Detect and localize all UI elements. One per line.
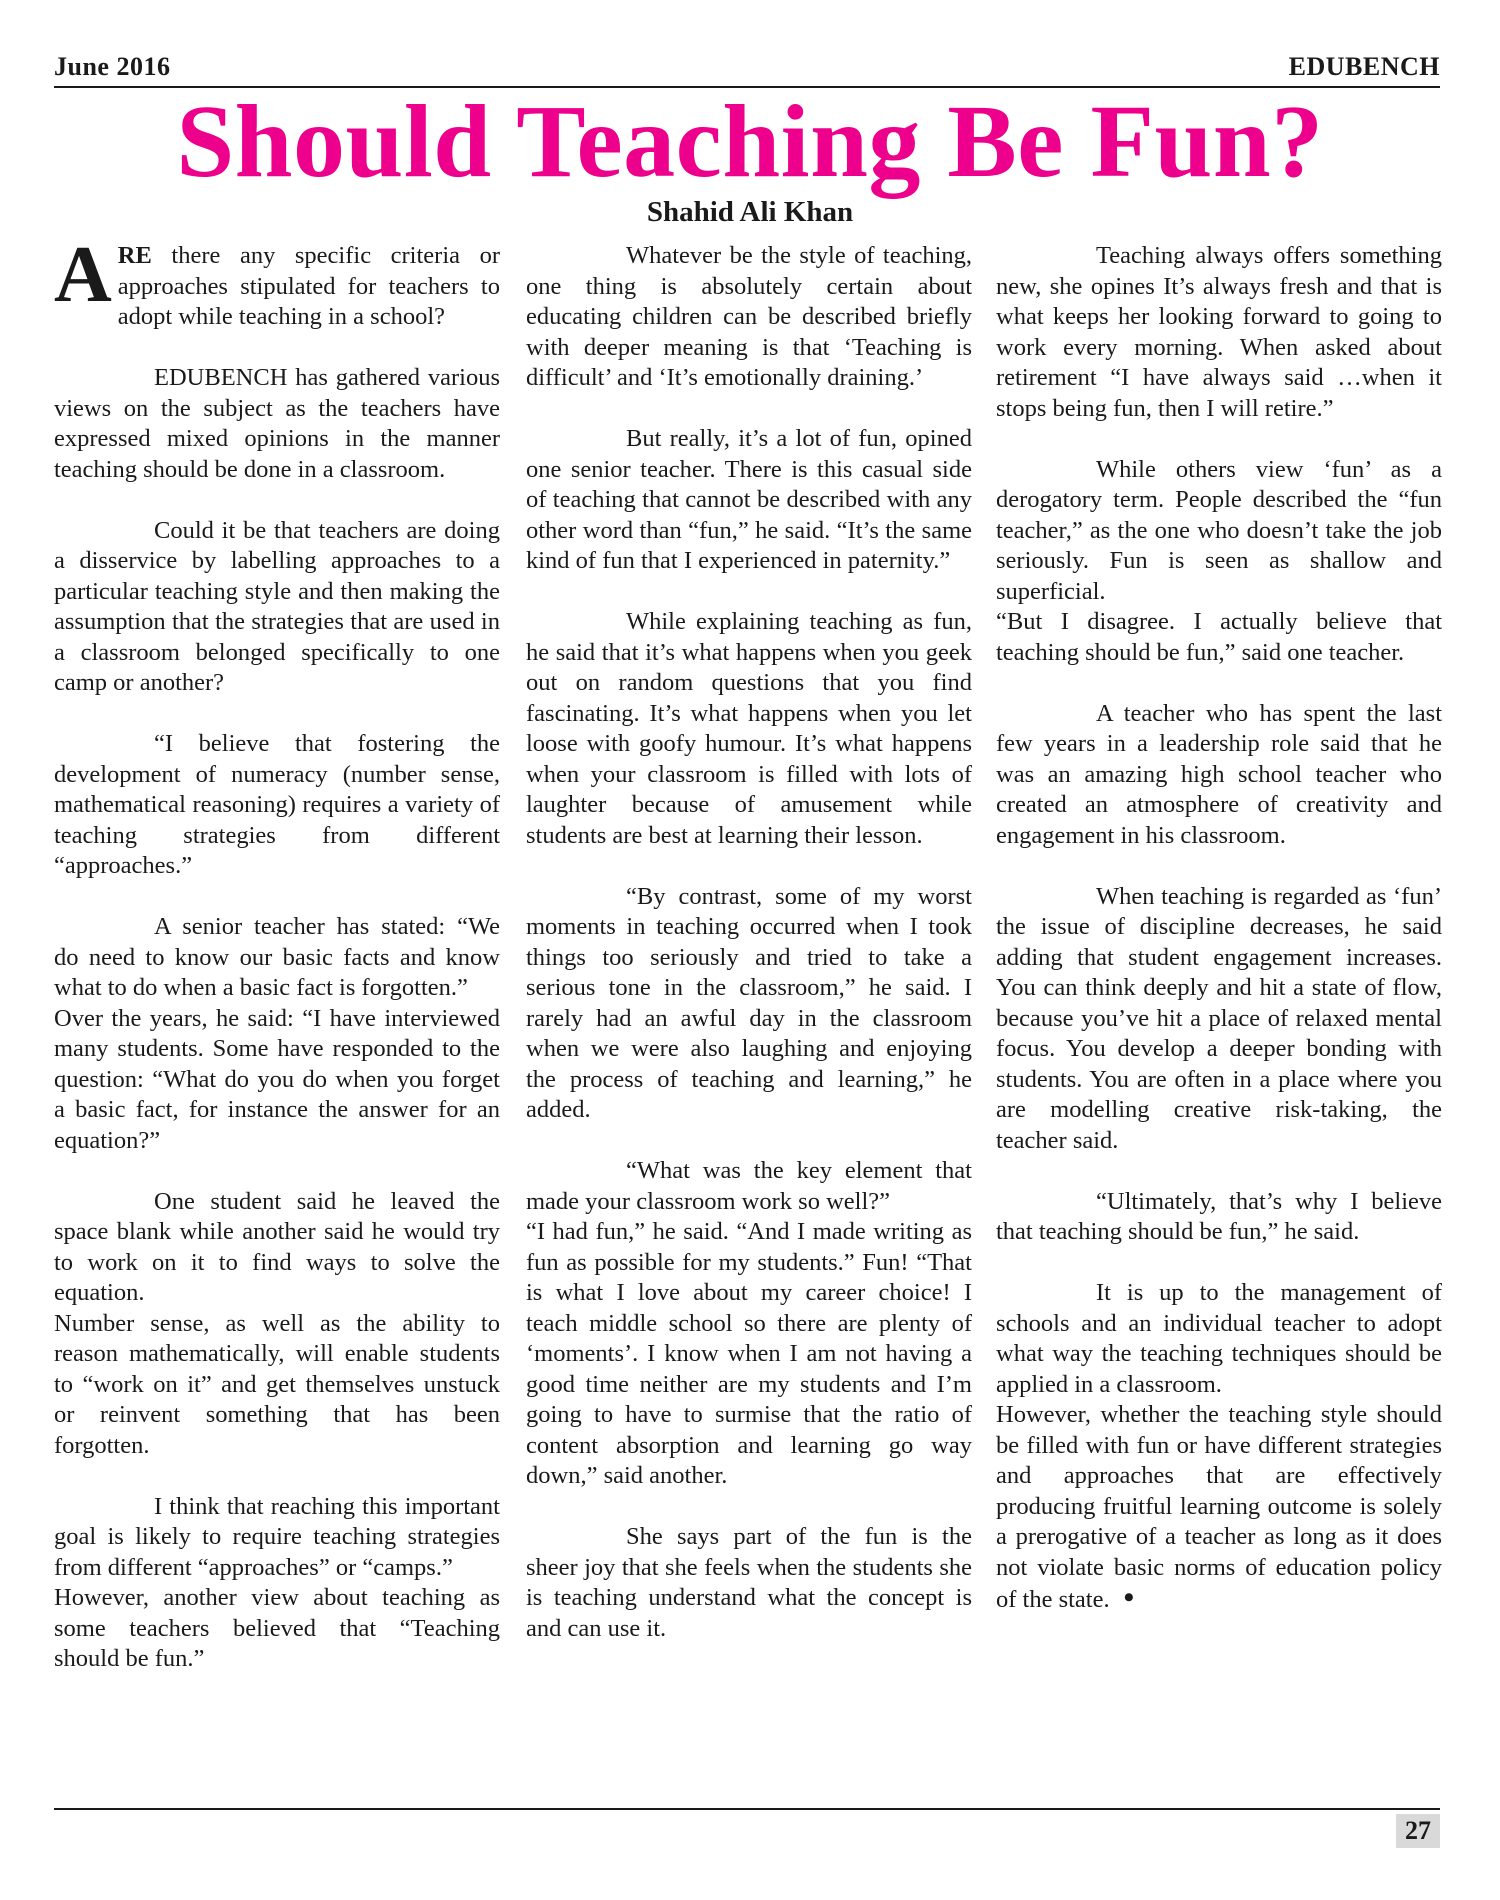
lead-word: RE (117, 242, 152, 269)
paragraph: “I believe that fostering the development of numeracy (number sense, mathematical reasoning) requires a variety of teaching strategies from different “approaches.” (54, 730, 500, 879)
paragraph: While others view ‘fun’ as a derogatory term. People described the “fun teacher,” as the one who doesn’t take the job seriously. Fun is seen as shallow and superficial. (996, 455, 1442, 605)
paragraph: Over the years, he said: “I have interviewed many students. Some have responded to the question: “What do you do when you forget a basic fact, for instance the answer for an equation?” (54, 1004, 500, 1154)
footer-rule (54, 1808, 1440, 1810)
page-number: 27 (1396, 1814, 1440, 1848)
paragraph: She says part of the fun is the sheer joy that she feels when the students she is teaching understand what the concept is and can use it. (526, 1523, 972, 1642)
intro-text: there any specific criteria or approaches stipulated for teachers to adopt while teaching in a school? (117, 242, 500, 330)
paragraph: EDUBENCH has gathered various views on the subject as the teachers have expressed mixed opinions in the manner teaching should be done in a classroom. (54, 364, 500, 483)
paragraph: It is up to the management of schools and an individual teacher to adopt what way the teaching techniques should be applied in a classroom. (996, 1279, 1442, 1398)
paragraph: “By contrast, some of my worst moments in teaching occurred when I took things too seriously and tried to take a serious tone in the classroom,” he said. I rarely had an awful day in the classroom when we were also laughing and enjoying the process of teaching and learning,” he added. (526, 882, 972, 1123)
paragraph: “Ultimately, that’s why I believe that teaching should be fun,” he said. (996, 1187, 1442, 1245)
paragraph: “I had fun,” he said. “And I made writing as fun as possible for my students.” Fun! “That is what I love about my career choice! I teach middle school so there are plenty of ‘moments’. I know when I am not having a good time neither are my students and I’m going to have to surmise that the ratio of content absorption and learning go way down,” said another. (526, 1218, 972, 1489)
paragraph: Could it be that teachers are doing a disservice by labelling approaches to a particular teaching style and then making the assumption that the strategies that are used in a classroom belonged specifically to one camp or another? (54, 516, 500, 696)
article-column-2 (526, 241, 972, 1675)
paragraph: A teacher who has spent the last few years in a leadership role said that he was an amazing high school teacher who created an atmosphere of creativity and engagement in his classroom. (996, 699, 1442, 849)
drop-cap: A (54, 231, 112, 319)
paragraph: I think that reaching this important goal is likely to require teaching strategies from different “approaches” or “camps.” (54, 1492, 500, 1581)
paragraph: Teaching always offers something new, she opines It’s always fresh and that is what keeps her looking forward to going to work every morning. When asked about retirement “I have always said …when it stops being fun, then I will retire.” (996, 242, 1442, 422)
intro-paragraph (54, 231, 500, 333)
article-title: Should Teaching Be Fun? (176, 84, 1324, 199)
paragraph: A senior teacher has stated: “We do need to know our basic facts and know what to do when a basic fact is forgotten.” (54, 913, 500, 1001)
paragraph: One student said he leaved the space blank while another said he would try to work on it to find ways to solve the equation. (54, 1187, 500, 1306)
paragraph: Number sense, as well as the ability to reason mathematically, will enable students to “work on it” and get themselves unstuck or reinvent something that has been forgotten. (54, 1309, 500, 1459)
issue-date: June 2016 (54, 52, 171, 81)
paragraph: Whatever be the style of teaching, one thing is absolutely certain about educating children can be described briefly with deeper meaning is that ‘Teaching is difficult’ and ‘It’s emotionally draining.’ (526, 242, 972, 391)
paragraph: But really, it’s a lot of fun, opined one senior teacher. There is this casual side of teaching that cannot be described with any other word than “fun,” he said. “It’s the same kind of fun that I experienced in paternity.” (526, 425, 972, 574)
closing-text: However, whether the teaching style should be filled with fun or have different strategies and approaches that are effectively producing fruitful learning outcome is solely a prerogative of a teacher as long as it does not violate basic norms of education policy of the state. (996, 1401, 1442, 1613)
closing-paragraph (996, 1400, 1442, 1616)
paragraph: While explaining teaching as fun, he said that it’s what happens when you geek out on random questions that you find fascinating. It’s what happens when you let loose with goofy humour. It’s what happens when your classroom is filled with lots of laughter because of amusement while students are best at learning their lesson. (526, 608, 972, 849)
paragraph: When teaching is regarded as ‘fun’ the issue of discipline decreases, he said adding that student engagement increases. You can think deeply and hit a state of flow, because you’ve hit a place of relaxed mental focus. You develop a deeper bonding with students. You are often in a place where you are modelling creative risk-taking, the teacher said. (996, 882, 1442, 1154)
paragraph: “But I disagree. I actually believe that teaching should be fun,” said one teacher. (996, 608, 1442, 666)
article-author: Shahid Ali Khan (646, 196, 854, 228)
article-column-3 (996, 241, 1442, 1646)
end-mark: • (1123, 1581, 1135, 1614)
paragraph: “What was the key element that made your classroom work so well?” (526, 1157, 972, 1215)
paragraph: However, another view about teaching as some teachers believed that “Teaching should be fun.” (54, 1584, 500, 1672)
publication-name: EDUBENCH (1288, 52, 1440, 81)
article-column-1 (54, 231, 500, 1705)
